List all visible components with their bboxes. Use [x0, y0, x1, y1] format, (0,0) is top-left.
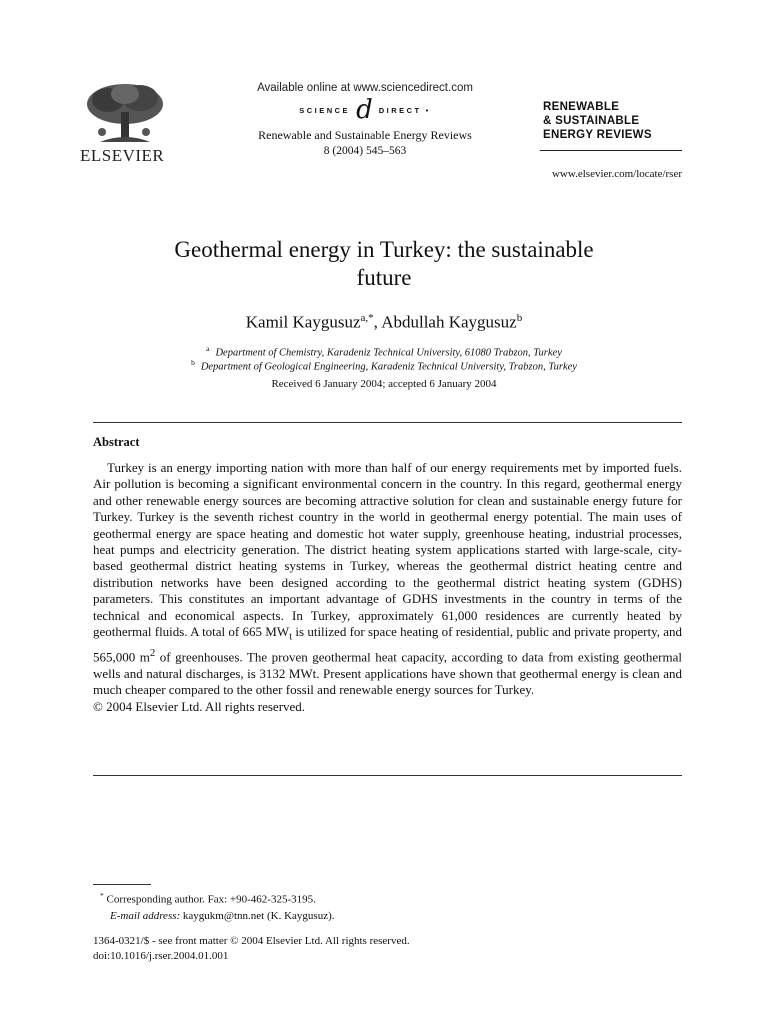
author-2-affiliation-mark: b [516, 312, 523, 324]
science-word: SCIENCE [299, 105, 351, 115]
article-title [84, 236, 684, 292]
abstract-text-3: of greenhouses. The proven geothermal heat capacity, according to data from existing geothermal wells and natural discharges, is 3132 MWt. Present applications have shown that geothermal energy is clean and much cheaper compared to the other fossil and renewable energy sources for Turkey. [93, 649, 682, 698]
publication-info [93, 934, 410, 964]
affiliation-b [84, 358, 684, 373]
abstract-heading: Abstract [93, 435, 140, 449]
abstract-paragraph [93, 460, 682, 699]
title-line-1: Geothermal energy in Turkey: the sustainable [174, 237, 594, 262]
abstract-bottom-rule [93, 775, 682, 776]
sciencedirect-dot-icon: • [425, 105, 431, 115]
title-line-2: future [356, 265, 412, 290]
direct-word: DIRECT [378, 105, 422, 115]
sciencedirect-d-icon: d [356, 95, 373, 125]
affiliation-a-text: Department of Chemistry, Karadeniz Technical University, 61080 Trabzon, Turkey [215, 347, 562, 359]
author-list [84, 312, 684, 333]
corresponding-author-text: Corresponding author. Fax: +90-462-325-3195. [106, 893, 316, 906]
footnote [100, 888, 335, 924]
corresponding-author-note [100, 888, 335, 908]
journal-badge [543, 100, 652, 142]
abstract-subscript: t [289, 630, 293, 643]
volume-pages: 8 (2004) 545–563 [323, 145, 407, 157]
author-separator: , [373, 312, 382, 332]
journal-name: Renewable and Sustainable Energy Reviews [258, 128, 472, 142]
affiliation-b-text: Department of Geological Engineering, Karadeniz Technical University, Trabzon, Turkey [200, 361, 577, 373]
doi-line[interactable]: doi:10.1016/j.rser.2004.01.001 [93, 950, 229, 962]
email-address[interactable]: kaygukm@tnn.net (K. Kaygusuz). [180, 909, 335, 922]
abstract-text-2: is utilized for space heating of residential, public and private property, and 565,000 m [93, 624, 683, 665]
journal-header [190, 82, 540, 157]
footnote-mark: * [100, 891, 104, 900]
abstract-top-rule [93, 422, 682, 423]
footnote-rule [93, 884, 151, 885]
journal-url[interactable]: www.elsevier.com/locate/rser [551, 168, 682, 180]
badge-line-2: & SUSTAINABLE [543, 115, 640, 127]
abstract-copyright: © 2004 Elsevier Ltd. All rights reserved. [93, 698, 306, 714]
author-1-affiliation-mark: a,* [360, 312, 374, 324]
email-note [100, 908, 335, 924]
available-online-text: Available online at www.sciencedirect.com [257, 82, 473, 94]
header-divider [540, 150, 682, 151]
badge-line-3: ENERGY REVIEWS [543, 129, 652, 141]
issn-line: 1364-0321/$ - see front matter © 2004 Elsevier Ltd. All rights reserved. [93, 935, 410, 947]
email-label: E-mail address: [110, 909, 181, 922]
abstract-superscript: 2 [149, 647, 156, 660]
author-1[interactable]: Kamil Kaygusuz [245, 312, 361, 332]
affiliation-b-mark: b [191, 358, 195, 367]
sciencedirect-logo [190, 95, 540, 125]
author-2[interactable]: Abdullah Kaygusuz [381, 312, 517, 332]
affiliation-a-mark: a [206, 344, 210, 353]
received-dates: Received 6 January 2004; accepted 6 January 2004 [271, 378, 497, 390]
badge-line-1: RENEWABLE [543, 101, 620, 113]
affiliation-a [84, 344, 684, 359]
abstract-text-1: Turkey is an energy importing nation with more than half of our energy requirements met by imported fuels. Air pollution is becoming a significant environmental concern in the country. In this regard, geothermal energy and other renewable energy sources are becoming attractive solution for clean and sustainable energy future for Turkey. Turkey is the seventh richest country in the world in geothermal energy potential. The main uses of geothermal energy are space heating and domestic hot water supply, greenhouse heating, industrial processes, heat pumps and electricity generation. The district heating system applications started with large-scale, city-based geothermal district heating systems in Turkey, whereas the geothermal district heating centre and distribution networks have been designed according to the geothermal district heating system (GDHS) parameters. This constitutes an important advantage of GDHS investments in the country in terms of the technical and economical aspects. In Turkey, approximately 61,000 residences are currently heated by geothermal fluids. A total of 665 MW [93, 460, 682, 640]
abstract-body [93, 460, 682, 715]
publisher-name: ELSEVIER [80, 146, 165, 165]
